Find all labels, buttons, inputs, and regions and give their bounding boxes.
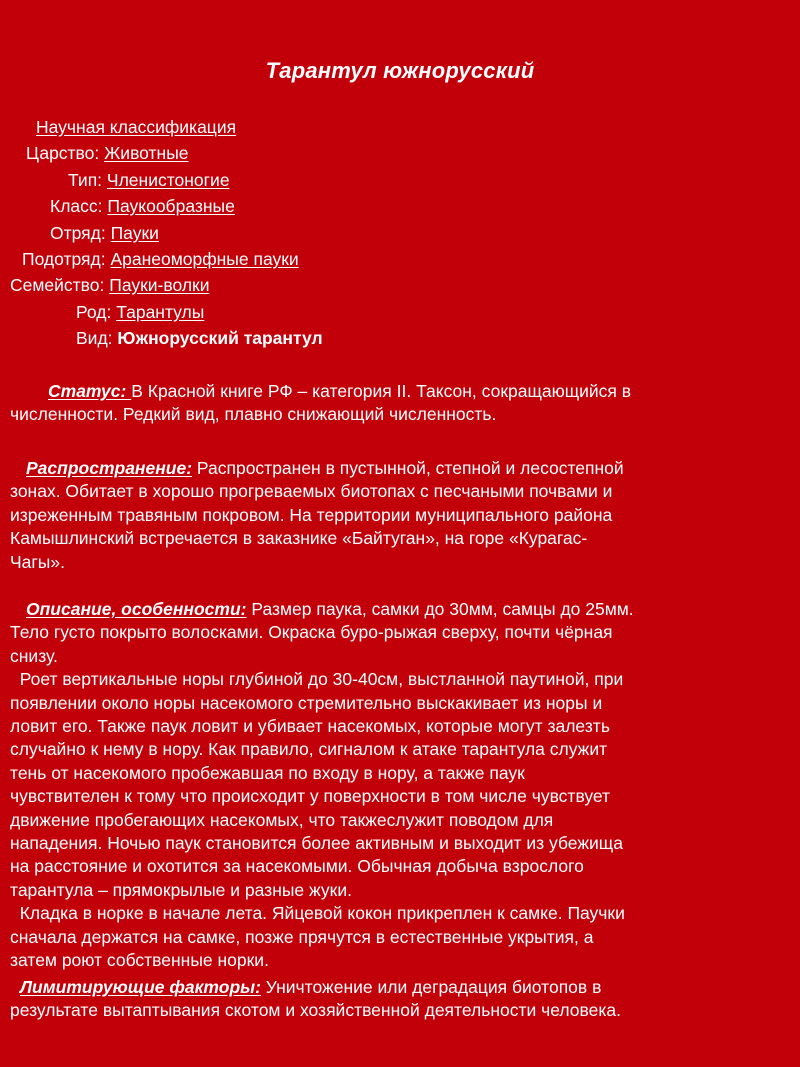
classification-row-genus [76,299,204,325]
classification-value-link[interactable]: Членистоногие [106,170,230,190]
distribution-text: Распространен в пустынной, степной и лесостепной [192,458,624,478]
classification-row-species [76,325,323,351]
description-line-2: Тело густо покрыто волосками. Окраска буро-рыжая сверху, почти чёрная [10,622,613,643]
distribution-line-3: изреженным травяным покровом. На территории муниципального района [10,504,613,525]
distribution-section [10,457,794,574]
classification-key: Отряд: [50,223,106,243]
distribution-line-4: Камышлинский встречается в заказнике «Байтуган», на горе «Курагас- [10,528,588,549]
description-line-14: Кладка в норке в начале лета. Яйцевой кокон прикреплен к самке. Паучки [10,903,625,924]
classification-value-species: Южнорусский тарантул [117,328,323,348]
description-line-5: появлении около норы насекомого стремительно выскакивает из норы и [10,692,603,713]
classification-row-phylum [68,167,230,193]
description-line-7: случайно к нему в нору. Как правило, сигналом к атаке тарантула служит [10,739,608,760]
status-line-2: численности. Редкий вид, плавно снижающий численность. [10,404,497,425]
classification-value-link[interactable]: Пауки-волки [109,275,210,295]
description-line-16: затем роют собственные норки. [10,950,269,971]
classification-row-class [50,193,235,219]
classification-value-link[interactable]: Паукообразные [107,196,235,216]
description-line-13: тарантула – прямокрылые и разные жуки. [10,879,352,900]
description-line-8: тень от насекомого пробежавшая по входу в нору, а также паук [10,762,525,783]
description-line-4: Роет вертикальные норы глубиной до 30-40см, выстланной паутиной, при [10,669,624,690]
description-line-11: нападения. Ночью паук становится более активным и выходит из убежища [10,833,623,854]
distribution-line-1 [10,457,794,480]
distribution-line-2: зонах. Обитает в хорошо прогреваемых биотопах с песчаными почвами и [10,481,613,502]
distribution-label: Распространение: [26,458,193,478]
description-line-10: движение пробегающих насекомых, что такжеслужит поводом для [10,809,554,830]
classification-row-order [50,220,159,246]
description-line-9: чувствителен к тому что происходит у поверхности в том числе чувствует [10,786,611,807]
factors-line-1 [10,976,794,999]
classification-key: Царство: [26,143,100,163]
classification-value-link[interactable]: Животные [104,143,189,163]
classification-row-family [10,272,209,298]
factors-line-2: результате вытаптывания скотом и хозяйственной деятельности человека. [10,1000,622,1021]
classification-header [36,114,236,140]
classification-key: Род: [76,302,112,322]
classification-row-suborder [22,246,299,272]
distribution-line-5: Чагы». [10,551,65,572]
status-text: В Красной книге РФ – категория II. Таксон, сокращающийся в [131,381,632,401]
description-section [10,598,794,973]
description-line-3: снизу. [10,645,58,666]
classification-value-link[interactable]: Пауки [110,223,159,243]
classification-key: Класс: [50,196,103,216]
classification-key: Подотряд: [22,249,106,269]
classification-value-link[interactable]: Аранеоморфные пауки [110,249,299,269]
classification-key: Тип: [68,170,103,190]
description-line-12: на расстояние и охотится за насекомыми. Обычная добыча взрослого [10,856,584,877]
classification-key: Вид: [76,328,113,348]
page-title: Тарантул южнорусский [265,58,535,83]
status-label: Статус: [48,381,132,401]
description-label: Описание, особенности: [26,599,247,619]
status-section [10,380,794,427]
classification-row-kingdom [26,140,189,166]
status-line-1 [10,380,794,403]
factors-label: Лимитирующие факторы: [20,977,261,997]
factors-text: Уничтожение или деградация биотопов в [260,977,602,997]
description-line-1 [10,598,794,621]
description-line-15: сначала держатся на самке, позже прячутся в естественные укрытия, а [10,926,594,947]
classification-header-link[interactable]: Научная классификация [36,117,237,137]
description-text: Размер паука, самки до 30мм, самцы до 25мм. [246,599,634,619]
description-line-6: ловит его. Также паук ловит и убивает насекомых, которые могут залезть [10,716,610,737]
classification-value-link[interactable]: Тарантулы [116,302,205,322]
factors-section [10,976,794,1023]
classification-key: Семейство: [10,275,105,295]
